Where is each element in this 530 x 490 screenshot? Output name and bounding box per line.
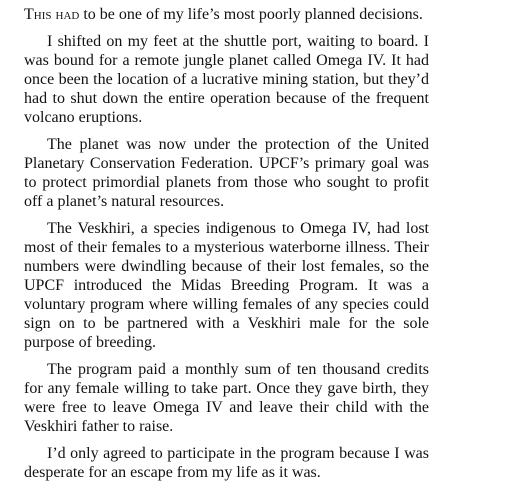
book-page xyxy=(24,5,429,490)
opening-smallcaps-words: This had xyxy=(24,6,80,23)
paragraph-shuttle-port: I shifted on my feet at the shuttle port, waiting to board. I was bound for a remote jungle planet called Omega IV. It had once been the location of a lucrative mining station, but they’d had to shut down the entire operation because of the frequent volcano eruptions. xyxy=(24,33,429,126)
paragraph-escape-motive: I’d only agreed to participate in the program because I was desperate for an escape from my life as it was. xyxy=(24,445,429,481)
paragraph-upcf-protection: The planet was now under the protection of the United Planetary Conservation Federation. UPCF’s primary goal was to protect primordial planets from those who sought to profit off a planet’s natural resources. xyxy=(24,136,429,210)
opening-paragraph xyxy=(24,5,429,24)
paragraph-veskhiri-program: The Veskhiri, a species indigenous to Omega IV, had lost most of their females to a mysterious waterborne illness. Their numbers were dwindling because of their lost females, so the UPCF introduced the Midas Breeding Program. It was a voluntary program where willing females of any species could sign on to be partnered with a Veskhiri male for the sole purpose of breeding. xyxy=(24,220,429,351)
opening-paragraph-text: to be one of my life’s most poorly planned decisions. xyxy=(79,6,423,23)
paragraph-program-payment: The program paid a monthly sum of ten thousand credits for any female willing to take part. Once they gave birth, they were free to leave Omega IV and leave their child with the Veskhiri father to raise. xyxy=(24,361,429,435)
